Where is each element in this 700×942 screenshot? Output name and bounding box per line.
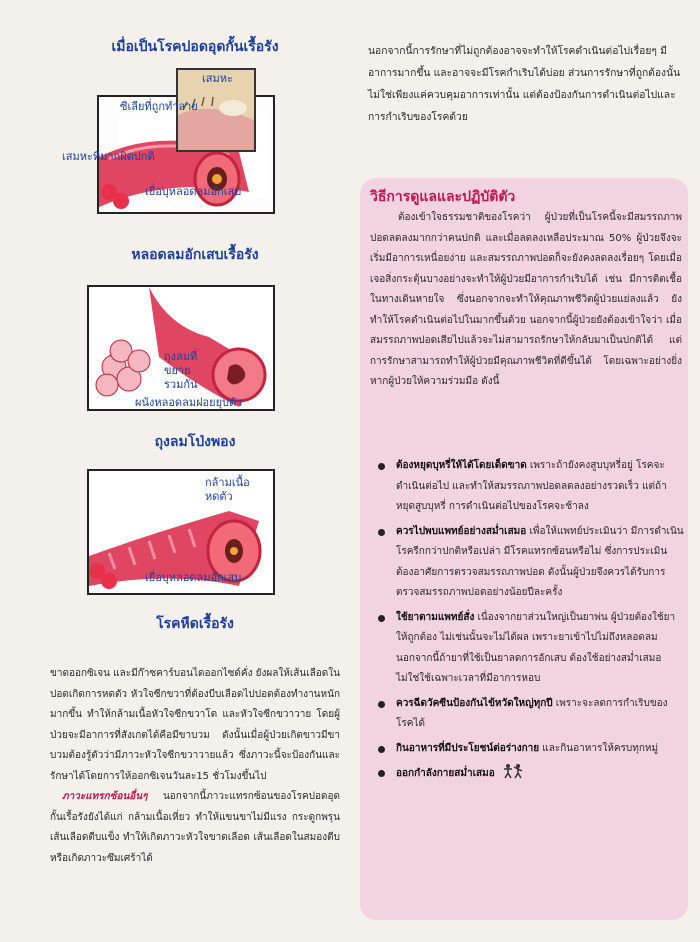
item-heading: กินอาหารที่มีประโยชน์ต่อร่างกาย <box>396 742 540 754</box>
item-text: เพราะถ้ายังคงสูบบุหรี่อยู่ โรคจะดำเนินต่อไป และทำให้สมรรถภาพปอดลดลงอย่างรวดเร็ว แต่ถ้าหยุดสูบบุหรี่ การดำเนินต่อไปของโรคจะช้าลง <box>396 460 667 512</box>
list-item <box>374 522 684 604</box>
item-heading: ออกกำลังกายสม่ำเสมอ <box>396 768 495 779</box>
list-item <box>374 739 684 760</box>
care-list <box>374 456 684 785</box>
right-intro-text <box>368 40 688 128</box>
fig3-label-muscle: กล้ามเนื้อ <box>205 476 250 489</box>
bullet-icon <box>378 770 385 777</box>
item-heading: ใช้ยาตามแพทย์สั่ง <box>396 611 475 623</box>
fig3-caption: โรคหืดเรื้อรัง <box>156 616 234 632</box>
fig2-caption: ถุงลมโป่งพอง <box>154 434 236 450</box>
left-text-column <box>50 664 340 869</box>
list-item <box>374 608 684 690</box>
fig3-label-contract: หดตัว <box>205 490 233 503</box>
bullet-icon <box>378 615 385 622</box>
exercise-icon <box>502 763 524 779</box>
left-paragraph-1: ขาดออกซิเจน และมีก๊าซคาร์บอนไดออกไซด์คั่ง ยังผลให้เส้นเลือดในปอดเกิดการหดตัว หัวใจซีกขวาที่ต้องบีบเลือดไปปอดต้องทำงานหนักมากขึ้น ทำให้กล้ามเนื้อหัวใจซีกขวาโต และหัวใจซีกขวาวาย โดยผู้ป่วยจะมีอาการที่สังเกตได้คือมีขาบวม ดังนั้นเมื่อผู้ป่วยเกิดขาวมีขาบวมต้องรู้ตัวว่ามีภาวะหัวใจซีกขวาวายแล้ว ซึ่งภาวะนี้จะป้องกันและรักษาได้โดยการให้ออกซิเจนวันละ15 ชั่วโมงขึ้นไป <box>50 668 340 782</box>
care-intro-paragraph: ต้องเข้าใจธรรมชาติของโรคว่า ผู้ป่วยที่เป็นโรคนี้จะมีสมรรถภาพปอดลดลงมากกว่าคนปกติ และเมื่อลดลงเหลือประมาณ 50% ผู้ป่วยจึงจะเริ่มมีอาการเหนื่อยง่าย และสมรรถภาพปอดก็จะยังคงลดลงเรื่อยๆ โดยเมื่อเจอสิ่งกระตุ้นบางอย่างจะทำให้ผู้ป่วยมีอาการกำเริบได้ เช่น มีการติดเชื้อในทางเดินหายใจ ซึ่งนอกจากจะทำให้คุณภาพชีวิตผู้ป่วยแย่ลงแล้ว ยังทำให้โรคดำเนินต่อไปในมากขึ้นด้วย นอกจากนี้ผู้ป่วยยังต้องเข้าใจว่า เมื่อสมรรถภาพปอดเสียไปแล้วจะไม่สามารถรักษาให้กลับมาเป็นปกติได้ แต่การรักษาสามารถทำให้ผู้ป่วยมีคุณภาพชีวิตที่ดีขึ้นได้ โดยเฉพาะอย่างยิ่งหากผู้ป่วยให้ความร่วมมือ ดังนี้ <box>370 212 682 387</box>
fig1-label-excess-mucus: เสมหะที่มากผิดปกติ <box>62 150 155 163</box>
fig2-frame <box>87 285 275 411</box>
fig1-label-inflamed: เยื่อบุหลอดลมอักเสบ <box>145 185 242 198</box>
fig2-label-4: ผนังหลอดลมฝอยยุบตัว <box>135 396 243 409</box>
item-text: และกินอาหารให้ครบทุกหมู่ <box>539 742 659 754</box>
fig1-label-mucus: เสมหะ <box>202 72 233 85</box>
right-intro-paragraph: นอกจากนี้การรักษาที่ไม่ถูกต้องอาจจะทำให้โรคดำเนินต่อไปเรื่อยๆ มีอาการมากขึ้น และอาจจะมีโรคกำเริบได้บ่อย ส่วนการรักษาที่ถูกต้องนั้น ไม่ใช่เพียงแค่ควบคุมอาการเท่านั้น แต่ต้องป้องกันการดำเนินต่อไปและการกำเริบของโรคด้วย <box>368 45 681 123</box>
complication-heading: ภาวะแทรกซ้อนอื่นๆ <box>62 791 148 802</box>
item-heading: ควรฉีดวัคซีนป้องกันไข้หวัดใหญ่ทุกปี <box>396 697 553 709</box>
item-text: เพราะจะลดการกำเริบของโรคได้ <box>396 697 668 729</box>
left-paragraph-2 <box>50 787 340 869</box>
list-item <box>374 456 684 518</box>
bullet-icon <box>378 746 385 753</box>
item-text: เพื่อให้แพทย์ประเมินว่า มีการดำเนินโรครีกกว่าปกติหรือเปล่า มีโรคแทรกซ้อนหรือไม่ ซึ่งการประเมินต้องอาศัยการตรวจสมรรถภาพปอด ดังนั้นผู้ป่วยจึงควรได้รับการตรวจสมรรถภาพปอดอย่างน้อยปีละครั้ง <box>396 525 684 598</box>
fig1-title: เมื่อเป็นโรคปอดอุดกั้นเรื้อรัง <box>111 39 279 55</box>
item-heading: ควรไปพบแพทย์อย่างสม่ำเสมอ <box>396 525 527 537</box>
bullet-icon <box>378 529 385 536</box>
bullet-icon <box>378 463 385 470</box>
fig2-label-1: ถุงลมที่ <box>164 350 198 363</box>
care-intro <box>370 208 682 393</box>
fig2-label-2: ขยาย <box>164 364 191 377</box>
complication-text: นอกจากนี้ภาวะแทรกซ้อนของโรคปอดอุดกั้นเรื้อรังยังได้แก่ กล้ามเนื้อเหี่ยว ทำให้แขนขาไม่มีแรง กระดูกพรุน เส้นเลือดตีบแข็ง ทำให้เกิดภาวะหัวใจขาดเลือด เส้นเลือดในสมองตีบ หรือเกิดภาวะซึมเศร้าได้ <box>50 791 340 864</box>
fig1-label-cilia: ซีเลียที่ถูกทำลาย <box>120 100 198 113</box>
item-text: เนื่องจากยาส่วนใหญ่เป็นยาพ่น ผู้ป่วยต้องใช้ยาให้ถูกต้อง ไม่เช่นนั้นจะไม่ได้ผล เพราะยาเข้าไปไม่ถึงหลอดลม นอกจากนี้ถ้ายาที่ใช้เป็นยาลดการอักเสบ ต้องใช้อย่างสม่ำเสมอ ไม่ใช่ใช้เฉพาะเวลาที่มีอาการหอบ <box>396 611 676 684</box>
list-item <box>374 763 684 785</box>
item-heading: ต้องหยุดบุหรี่ให้ได้โดยเด็ดขาด <box>396 460 527 471</box>
fig2-label-3: รวมกัน <box>164 378 198 391</box>
fig3-label-inflamed: เยื่อบุหลอดลมอักเสบ <box>145 571 242 584</box>
fig1-caption: หลอดลมอักเสบเรื้อรัง <box>131 247 259 263</box>
list-item <box>374 694 684 735</box>
bullet-icon <box>378 701 385 708</box>
care-title: วิธีการดูแลและปฏิบัติตัว <box>370 189 516 205</box>
